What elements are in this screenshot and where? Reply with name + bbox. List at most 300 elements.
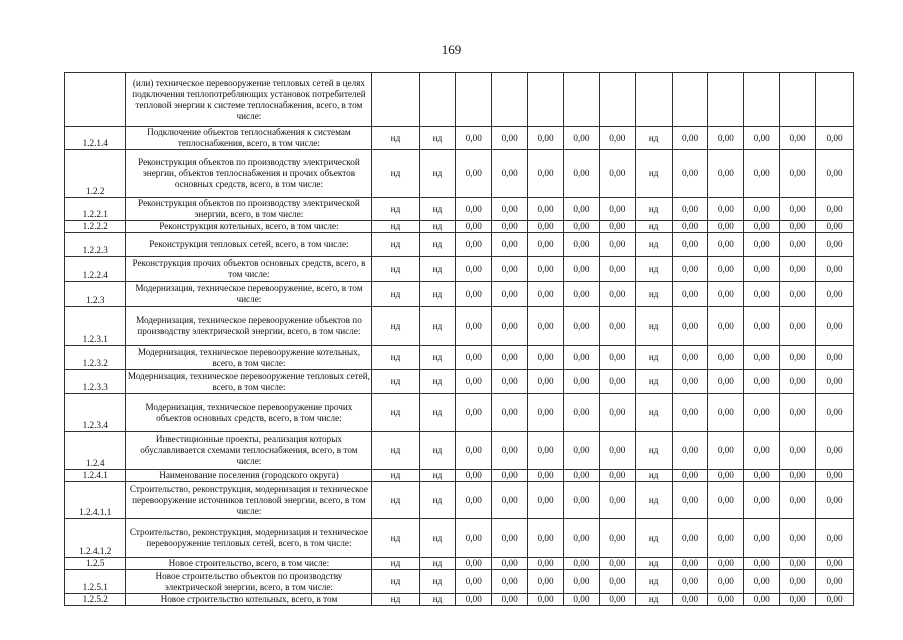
value-cell: 0,00 — [780, 482, 816, 519]
value-cell: 0,00 — [816, 470, 854, 482]
value-cell: 0,00 — [708, 221, 744, 233]
value-cell: нд — [419, 307, 456, 346]
value-cell: нд — [419, 233, 456, 257]
value-cell: 0,00 — [672, 519, 708, 558]
value-cell: нд — [419, 558, 456, 570]
value-cell: 0,00 — [456, 150, 492, 198]
value-cell: нд — [635, 394, 672, 432]
value-cell: 0,00 — [708, 594, 744, 606]
value-cell: 0,00 — [780, 432, 816, 470]
value-cell: нд — [419, 127, 456, 150]
value-cell: 0,00 — [816, 346, 854, 370]
table-row — [65, 470, 854, 482]
value-cell: нд — [635, 233, 672, 257]
value-cell: 0,00 — [672, 594, 708, 606]
value-cell: 0,00 — [456, 221, 492, 233]
value-cell: нд — [419, 394, 456, 432]
value-cell: 0,00 — [708, 394, 744, 432]
value-cell: 0,00 — [780, 594, 816, 606]
value-cell: 0,00 — [528, 221, 564, 233]
table-row — [65, 233, 854, 257]
value-cell: нд — [372, 570, 419, 594]
value-cell: нд — [635, 432, 672, 470]
value-cell: 0,00 — [708, 282, 744, 307]
value-cell — [372, 73, 419, 127]
row-description: Модернизация, техническое перевооружение котельных, всего, в том числе: — [126, 346, 372, 370]
value-cell: 0,00 — [780, 307, 816, 346]
value-cell: 0,00 — [672, 370, 708, 394]
value-cell: 0,00 — [492, 432, 528, 470]
value-cell: 0,00 — [744, 346, 780, 370]
table-row — [65, 346, 854, 370]
value-cell: 0,00 — [563, 482, 599, 519]
value-cell: 0,00 — [456, 432, 492, 470]
value-cell: 0,00 — [492, 150, 528, 198]
value-cell: 0,00 — [599, 221, 635, 233]
value-cell — [492, 73, 528, 127]
value-cell: нд — [372, 257, 419, 282]
value-cell: 0,00 — [528, 257, 564, 282]
row-code: 1.2.2.2 — [65, 221, 126, 233]
value-cell — [419, 73, 456, 127]
value-cell: 0,00 — [563, 127, 599, 150]
value-cell: нд — [372, 432, 419, 470]
row-code: 1.2.3.2 — [65, 346, 126, 370]
value-cell: нд — [372, 150, 419, 198]
value-cell: 0,00 — [744, 150, 780, 198]
value-cell: 0,00 — [744, 307, 780, 346]
value-cell: 0,00 — [456, 346, 492, 370]
value-cell — [780, 73, 816, 127]
value-cell: 0,00 — [780, 394, 816, 432]
value-cell: 0,00 — [744, 127, 780, 150]
value-cell: 0,00 — [528, 470, 564, 482]
value-cell: 0,00 — [528, 432, 564, 470]
row-description: Модернизация, техническое перевооружение прочих объектов основных средств, всего, в том числе: — [126, 394, 372, 432]
table-row — [65, 482, 854, 519]
value-cell: 0,00 — [563, 307, 599, 346]
value-cell: 0,00 — [599, 594, 635, 606]
value-cell: 0,00 — [492, 558, 528, 570]
value-cell: 0,00 — [816, 233, 854, 257]
value-cell: 0,00 — [599, 558, 635, 570]
value-cell: нд — [635, 282, 672, 307]
value-cell: нд — [372, 394, 419, 432]
row-description: Новое строительство объектов по производству электрической энергии, всего, в том числе: — [126, 570, 372, 594]
row-code: 1.2.4.1.2 — [65, 519, 126, 558]
value-cell: 0,00 — [528, 558, 564, 570]
value-cell: 0,00 — [708, 233, 744, 257]
value-cell: нд — [635, 307, 672, 346]
value-cell: нд — [635, 346, 672, 370]
value-cell: 0,00 — [816, 282, 854, 307]
value-cell: 0,00 — [563, 233, 599, 257]
row-code: 1.2.4.1.1 — [65, 482, 126, 519]
value-cell: 0,00 — [599, 370, 635, 394]
value-cell: 0,00 — [744, 594, 780, 606]
value-cell: 0,00 — [456, 594, 492, 606]
value-cell: 0,00 — [780, 257, 816, 282]
value-cell: нд — [419, 198, 456, 221]
table-row — [65, 570, 854, 594]
value-cell: 0,00 — [492, 257, 528, 282]
table-row — [65, 558, 854, 570]
value-cell: 0,00 — [816, 221, 854, 233]
value-cell: 0,00 — [456, 198, 492, 221]
row-code: 1.2.2.1 — [65, 198, 126, 221]
value-cell: 0,00 — [528, 482, 564, 519]
value-cell: нд — [372, 198, 419, 221]
value-cell: 0,00 — [708, 482, 744, 519]
value-cell: 0,00 — [599, 150, 635, 198]
value-cell — [816, 73, 854, 127]
value-cell: 0,00 — [780, 150, 816, 198]
value-cell: 0,00 — [492, 221, 528, 233]
value-cell: нд — [419, 432, 456, 470]
value-cell: 0,00 — [599, 233, 635, 257]
value-cell: 0,00 — [708, 257, 744, 282]
table-row — [65, 370, 854, 394]
value-cell: 0,00 — [492, 370, 528, 394]
value-cell: 0,00 — [744, 198, 780, 221]
value-cell: 0,00 — [816, 558, 854, 570]
value-cell: 0,00 — [672, 394, 708, 432]
value-cell: 0,00 — [780, 370, 816, 394]
value-cell — [744, 73, 780, 127]
row-description: Новое строительство, всего, в том числе: — [126, 558, 372, 570]
value-cell: 0,00 — [672, 282, 708, 307]
value-cell: нд — [419, 470, 456, 482]
row-code: 1.2.3.3 — [65, 370, 126, 394]
value-cell: 0,00 — [492, 282, 528, 307]
value-cell: 0,00 — [672, 346, 708, 370]
value-cell: 0,00 — [744, 394, 780, 432]
value-cell: нд — [419, 282, 456, 307]
value-cell: 0,00 — [744, 257, 780, 282]
table-row — [65, 282, 854, 307]
value-cell — [456, 73, 492, 127]
value-cell: 0,00 — [744, 370, 780, 394]
row-code: 1.2.5.2 — [65, 594, 126, 606]
row-code: 1.2.3 — [65, 282, 126, 307]
value-cell: нд — [635, 482, 672, 519]
row-code: 1.2.2 — [65, 150, 126, 198]
value-cell: 0,00 — [563, 558, 599, 570]
value-cell: нд — [372, 370, 419, 394]
value-cell: нд — [635, 594, 672, 606]
value-cell: 0,00 — [816, 594, 854, 606]
row-code: 1.2.5.1 — [65, 570, 126, 594]
value-cell: 0,00 — [744, 221, 780, 233]
table-row — [65, 519, 854, 558]
value-cell: 0,00 — [528, 570, 564, 594]
row-description: Модернизация, техническое перевооружение объектов по производству электрической энергии, всего, в том числе: — [126, 307, 372, 346]
value-cell: 0,00 — [599, 198, 635, 221]
value-cell: 0,00 — [563, 346, 599, 370]
value-cell — [599, 73, 635, 127]
value-cell: 0,00 — [599, 307, 635, 346]
value-cell: 0,00 — [456, 570, 492, 594]
table-row — [65, 127, 854, 150]
value-cell: 0,00 — [708, 432, 744, 470]
value-cell: 0,00 — [599, 432, 635, 470]
value-cell: 0,00 — [528, 198, 564, 221]
value-cell: 0,00 — [816, 127, 854, 150]
value-cell: 0,00 — [563, 432, 599, 470]
value-cell: 0,00 — [780, 570, 816, 594]
value-cell: 0,00 — [599, 482, 635, 519]
row-description: Подключение объектов теплоснабжения к системам теплоснабжения, всего, в том числе: — [126, 127, 372, 150]
value-cell: 0,00 — [780, 127, 816, 150]
value-cell: 0,00 — [456, 558, 492, 570]
value-cell — [635, 73, 672, 127]
value-cell: нд — [419, 482, 456, 519]
value-cell: 0,00 — [563, 470, 599, 482]
row-code: 1.2.3.4 — [65, 394, 126, 432]
value-cell: 0,00 — [492, 519, 528, 558]
value-cell: 0,00 — [708, 519, 744, 558]
value-cell: 0,00 — [456, 470, 492, 482]
value-cell: 0,00 — [780, 233, 816, 257]
row-description: Новое строительство котельных, всего, в том — [126, 594, 372, 606]
row-description: Реконструкция котельных, всего, в том числе: — [126, 221, 372, 233]
value-cell: 0,00 — [708, 307, 744, 346]
row-code: 1.2.4.1 — [65, 470, 126, 482]
value-cell: 0,00 — [672, 432, 708, 470]
value-cell: 0,00 — [456, 370, 492, 394]
value-cell: 0,00 — [456, 394, 492, 432]
value-cell: 0,00 — [492, 394, 528, 432]
value-cell: 0,00 — [599, 282, 635, 307]
value-cell: 0,00 — [456, 257, 492, 282]
value-cell: 0,00 — [816, 432, 854, 470]
value-cell: нд — [635, 198, 672, 221]
value-cell: нд — [419, 594, 456, 606]
row-code: 1.2.4 — [65, 432, 126, 470]
row-description: Реконструкция объектов по производству электрической энергии, всего, в том числе: — [126, 198, 372, 221]
table-row — [65, 394, 854, 432]
value-cell: 0,00 — [744, 570, 780, 594]
value-cell: нд — [419, 370, 456, 394]
value-cell: 0,00 — [816, 150, 854, 198]
value-cell: 0,00 — [672, 482, 708, 519]
value-cell: 0,00 — [672, 198, 708, 221]
value-cell: нд — [372, 482, 419, 519]
value-cell: 0,00 — [780, 346, 816, 370]
value-cell: 0,00 — [708, 150, 744, 198]
value-cell: 0,00 — [780, 470, 816, 482]
value-cell: нд — [372, 594, 419, 606]
row-description: Строительство, реконструкция, модернизация и техническое перевооружение тепловых сетей, всего, в том числе: — [126, 519, 372, 558]
value-cell: 0,00 — [744, 519, 780, 558]
value-cell: 0,00 — [492, 482, 528, 519]
value-cell: 0,00 — [563, 221, 599, 233]
value-cell: нд — [635, 221, 672, 233]
value-cell: 0,00 — [599, 127, 635, 150]
row-code: 1.2.3.1 — [65, 307, 126, 346]
value-cell: 0,00 — [492, 127, 528, 150]
value-cell: нд — [635, 470, 672, 482]
value-cell: 0,00 — [816, 570, 854, 594]
value-cell: 0,00 — [672, 127, 708, 150]
value-cell: нд — [372, 470, 419, 482]
value-cell: 0,00 — [528, 127, 564, 150]
investment-table — [64, 72, 854, 606]
value-cell: 0,00 — [456, 482, 492, 519]
value-cell: нд — [419, 570, 456, 594]
table-row — [65, 432, 854, 470]
value-cell: 0,00 — [492, 570, 528, 594]
table-row — [65, 221, 854, 233]
value-cell: 0,00 — [780, 198, 816, 221]
value-cell: нд — [372, 282, 419, 307]
value-cell: нд — [372, 519, 419, 558]
value-cell: 0,00 — [672, 221, 708, 233]
value-cell: 0,00 — [599, 346, 635, 370]
value-cell: 0,00 — [492, 233, 528, 257]
row-description: Наименование поселения (городского округа) — [126, 470, 372, 482]
table-row — [65, 257, 854, 282]
value-cell: 0,00 — [816, 519, 854, 558]
value-cell: нд — [372, 233, 419, 257]
value-cell: 0,00 — [528, 346, 564, 370]
value-cell: 0,00 — [599, 519, 635, 558]
value-cell: 0,00 — [528, 394, 564, 432]
table-row — [65, 594, 854, 606]
value-cell: 0,00 — [599, 470, 635, 482]
value-cell: 0,00 — [708, 470, 744, 482]
value-cell: 0,00 — [708, 127, 744, 150]
value-cell: 0,00 — [816, 482, 854, 519]
row-description: Модернизация, техническое перевооружение, всего, в том числе: — [126, 282, 372, 307]
value-cell: нд — [372, 558, 419, 570]
value-cell: 0,00 — [599, 257, 635, 282]
row-description: Инвестиционные проекты, реализация которых обуславливается схемами теплоснабжения, всего, в том числе: — [126, 432, 372, 470]
value-cell: 0,00 — [563, 257, 599, 282]
value-cell: 0,00 — [528, 233, 564, 257]
value-cell: 0,00 — [492, 470, 528, 482]
value-cell: 0,00 — [528, 150, 564, 198]
value-cell: 0,00 — [672, 470, 708, 482]
row-description: Модернизация, техническое перевооружение тепловых сетей, всего, в том числе: — [127, 370, 370, 392]
value-cell: 0,00 — [672, 150, 708, 198]
value-cell: 0,00 — [599, 394, 635, 432]
table-row — [65, 198, 854, 221]
table-row — [65, 73, 854, 127]
value-cell: нд — [419, 257, 456, 282]
row-description: Реконструкция прочих объектов основных средств, всего, в том числе: — [126, 257, 372, 282]
value-cell: 0,00 — [708, 570, 744, 594]
value-cell: 0,00 — [672, 257, 708, 282]
value-cell: 0,00 — [528, 307, 564, 346]
value-cell: 0,00 — [672, 570, 708, 594]
value-cell: 0,00 — [563, 594, 599, 606]
value-cell: нд — [419, 221, 456, 233]
row-description: Реконструкция тепловых сетей, всего, в том числе: — [126, 233, 372, 257]
value-cell: 0,00 — [672, 307, 708, 346]
value-cell: 0,00 — [563, 570, 599, 594]
value-cell: 0,00 — [492, 594, 528, 606]
value-cell: 0,00 — [456, 282, 492, 307]
value-cell: 0,00 — [456, 127, 492, 150]
table-row — [65, 150, 854, 198]
value-cell: 0,00 — [816, 257, 854, 282]
page-number: 169 — [441, 42, 462, 57]
value-cell: 0,00 — [563, 519, 599, 558]
value-cell: 0,00 — [563, 282, 599, 307]
value-cell: 0,00 — [744, 482, 780, 519]
value-cell: нд — [419, 346, 456, 370]
value-cell: нд — [635, 127, 672, 150]
value-cell: 0,00 — [816, 307, 854, 346]
value-cell: 0,00 — [528, 282, 564, 307]
row-code — [65, 73, 126, 127]
value-cell: нд — [372, 346, 419, 370]
value-cell: 0,00 — [780, 519, 816, 558]
value-cell: 0,00 — [816, 394, 854, 432]
value-cell: 0,00 — [528, 519, 564, 558]
value-cell: нд — [635, 570, 672, 594]
row-description: (или) техническое перевооружение тепловых сетей в целях подключения теплопотребляющих установок потребителей тепловой энергии к системе теплоснабжения, всего, в том числе: — [126, 73, 372, 127]
value-cell: нд — [372, 221, 419, 233]
value-cell: 0,00 — [492, 198, 528, 221]
value-cell: нд — [419, 150, 456, 198]
value-cell: 0,00 — [744, 282, 780, 307]
value-cell — [708, 73, 744, 127]
value-cell: 0,00 — [599, 570, 635, 594]
value-cell: 0,00 — [708, 346, 744, 370]
value-cell: 0,00 — [744, 432, 780, 470]
value-cell: 0,00 — [492, 307, 528, 346]
value-cell: 0,00 — [456, 307, 492, 346]
row-code: 1.2.5 — [65, 558, 126, 570]
table-row — [65, 307, 854, 346]
value-cell: 0,00 — [563, 370, 599, 394]
value-cell: 0,00 — [816, 370, 854, 394]
value-cell: 0,00 — [780, 558, 816, 570]
row-description: Реконструкция объектов по производству электрической энергии, объектов теплоснабжения и прочих объектов основных средств, всего, в том числе: — [126, 150, 372, 198]
value-cell: 0,00 — [816, 198, 854, 221]
table-body — [65, 73, 854, 606]
value-cell: 0,00 — [563, 394, 599, 432]
value-cell: нд — [635, 519, 672, 558]
value-cell: 0,00 — [744, 233, 780, 257]
value-cell: 0,00 — [744, 470, 780, 482]
value-cell: 0,00 — [672, 558, 708, 570]
value-cell: 0,00 — [708, 370, 744, 394]
value-cell: 0,00 — [563, 198, 599, 221]
row-code: 1.2.2.4 — [65, 257, 126, 282]
value-cell: нд — [419, 519, 456, 558]
value-cell — [528, 73, 564, 127]
value-cell: 0,00 — [780, 221, 816, 233]
value-cell: 0,00 — [492, 346, 528, 370]
value-cell: нд — [635, 558, 672, 570]
value-cell — [672, 73, 708, 127]
value-cell: 0,00 — [708, 198, 744, 221]
value-cell: нд — [635, 257, 672, 282]
value-cell — [563, 73, 599, 127]
value-cell: нд — [635, 370, 672, 394]
row-code: 1.2.2.3 — [65, 233, 126, 257]
value-cell: 0,00 — [780, 282, 816, 307]
row-code: 1.2.1.4 — [65, 127, 126, 150]
value-cell: 0,00 — [744, 558, 780, 570]
value-cell: 0,00 — [528, 594, 564, 606]
value-cell: нд — [372, 127, 419, 150]
value-cell: 0,00 — [456, 233, 492, 257]
value-cell: нд — [372, 307, 419, 346]
